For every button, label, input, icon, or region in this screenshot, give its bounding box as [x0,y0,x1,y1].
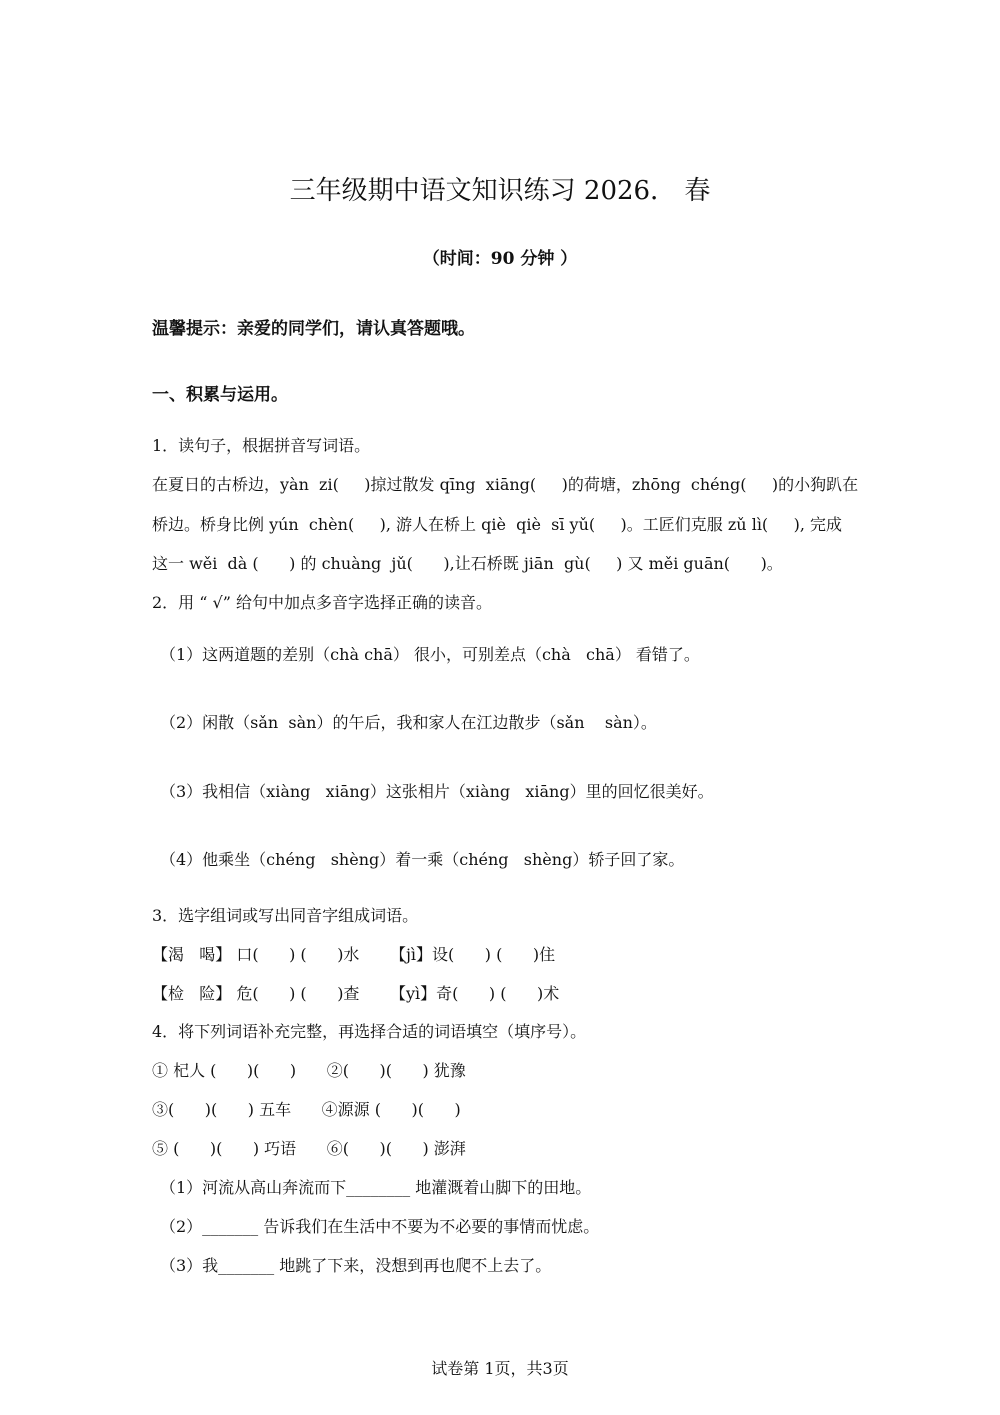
question-1-line: 在夏日的古桥边，yàn zi( )掠过散发 qīng xiāng( )的荷塘，zhōng chéng( )的小狗趴在 [152,475,859,494]
question-2-item: （1）这两道题的差别（chà chā） 很小，可别差点（chà chā） 看错了。 [160,645,700,664]
question-3-line: 【渴 喝】 口( ) ( )水 【jì】设( ) ( )住 [152,945,556,964]
question-4-fill: （3）我_______ 地跳了下来，没想到再也爬不上去了。 [160,1256,552,1275]
question-4-heading: 4．将下列词语补充完整，再选择合适的词语填空（填序号）。 [152,1022,587,1041]
question-1-heading: 1．读句子，根据拼音写词语。 [152,436,371,455]
question-4-fill: （1）河流从高山奔流而下________ 地灌溉着山脚下的田地。 [160,1178,592,1197]
question-4-words: ① 杞人 ( )( ) ②( )( ) 犹豫 [152,1061,466,1080]
question-4-words: ⑤ ( )( ) 巧语 ⑥( )( ) 澎湃 [152,1139,466,1158]
question-3-heading: 3．选字组词或写出同音字组成词语。 [152,906,419,925]
time-limit: （时间：90 分钟 ） [422,249,578,269]
question-1-line: 这一 wěi dà ( ) 的 chuàng jǔ( ),让石桥既 jiān gù( ) 又 měi guān( )。 [152,554,783,573]
question-4-fill: （2）_______ 告诉我们在生活中不要为不必要的事情而忧虑。 [160,1217,600,1236]
question-2-item: （3）我相信（xiàng xiāng）这张相片（xiàng xiāng）里的回忆很美好。 [160,782,714,801]
section-heading: 一、积累与运用。 [152,385,288,405]
page-footer: 试卷第 1页，共3页 [431,1359,569,1378]
notice-text: 温馨提示：亲爱的同学们，请认真答题哦。 [152,319,475,339]
page-title: 三年级期中语文知识练习 2026． 春 [289,176,711,206]
question-3-line: 【检 险】 危( ) ( )查 【yì】奇( ) ( )术 [152,984,560,1003]
question-1-line: 桥边。桥身比例 yún chèn( ), 游人在桥上 qiè qiè sī yǔ( )。工匠们克服 zǔ lì( ), 完成 [152,515,843,534]
question-2-item: （2）闲散（sǎn sàn）的午后，我和家人在江边散步（sǎn sàn）。 [160,713,657,732]
question-4-words: ③( )( ) 五车 ④源源 ( )( ) [152,1100,461,1119]
question-2-item: （4）他乘坐（chéng shèng）着一乘（chéng shèng）轿子回了家。 [160,850,685,869]
question-2-heading: 2．用 “ √” 给句中加点多音字选择正确的读音。 [152,593,492,612]
